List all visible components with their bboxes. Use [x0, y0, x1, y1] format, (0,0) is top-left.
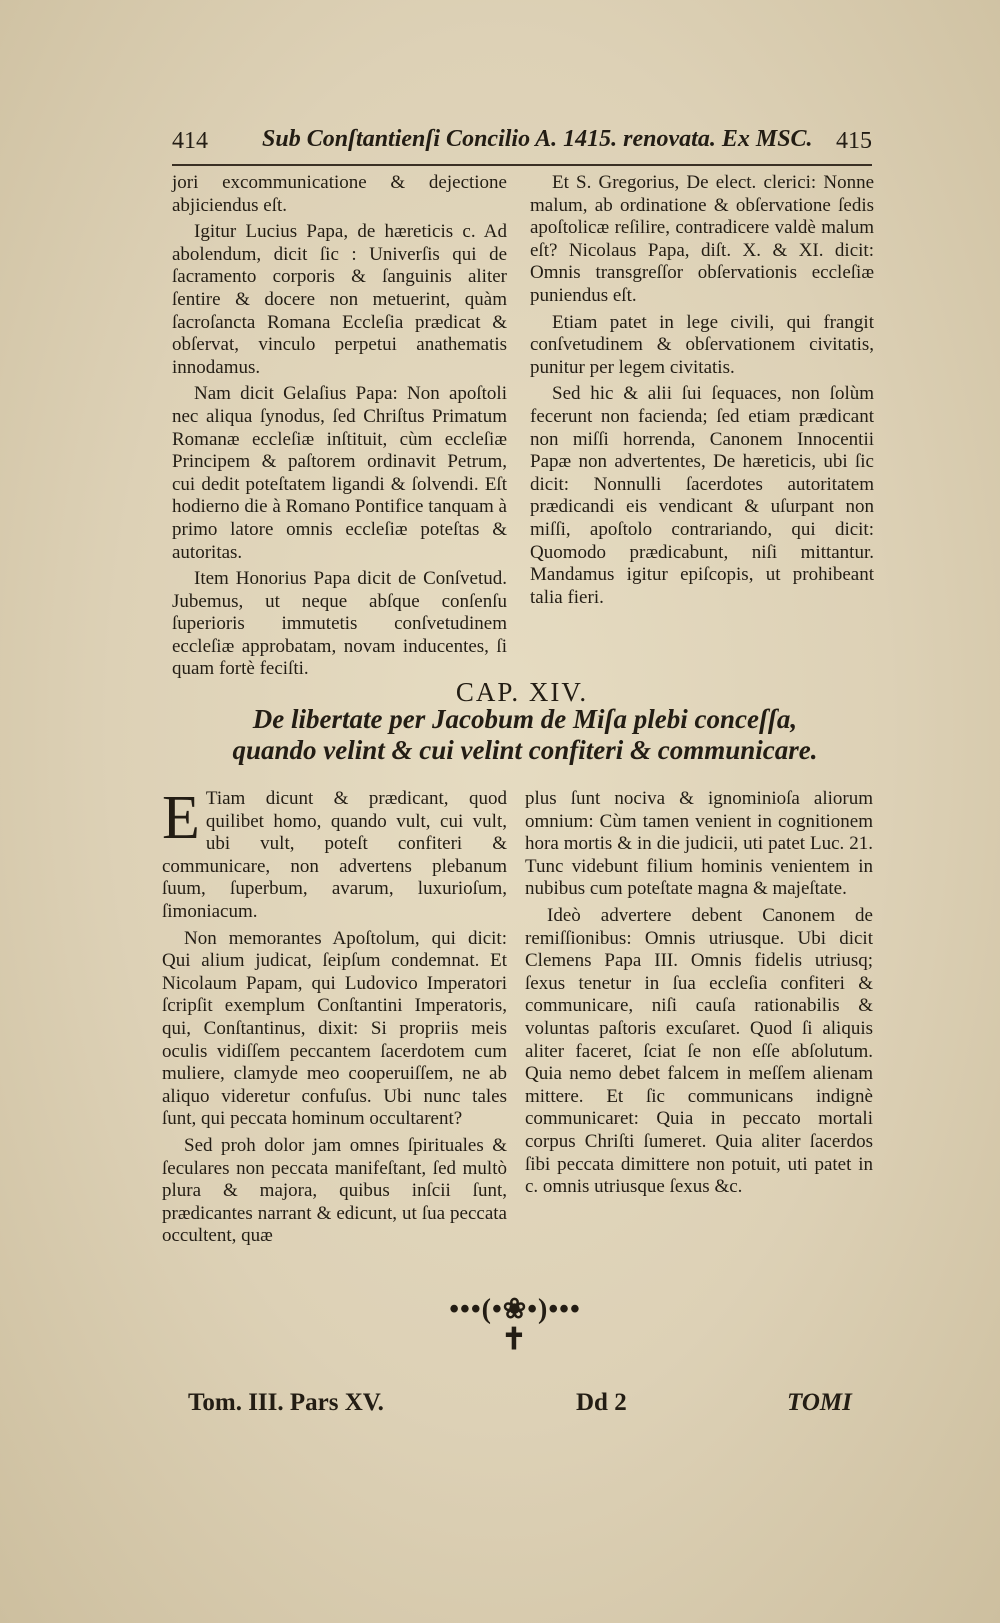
drop-cap: E [162, 784, 200, 852]
column-top-left [172, 172, 507, 685]
signature-mark: Dd 2 [576, 1389, 627, 1416]
paragraph: plus ſunt nociva & ignominioſa aliorum omnium: Cùm tamen venient in cognitionem hora mortis & in die judicii, uti patet Luc. 21. Tunc videbunt filium hominis venientem in nubibus cum poteſtate magna & majeſtate. [525, 788, 873, 900]
paragraph: Tiam dicunt & prædicant, quod quilibet homo, quando vult, cui vult, ubi vult, poteſt confiteri & communicare, non advertens plebanum ſuum, ſuperbum, avarum, luxurioſum, ſimoniacum. [162, 788, 507, 922]
page-number-left: 414 [172, 128, 208, 154]
column-bottom-right [525, 788, 873, 1203]
catchword: TOMI [787, 1389, 852, 1416]
printer-ornament: •••(•❀•)••• [449, 1294, 581, 1325]
column-bottom-left [162, 784, 507, 1252]
running-title: Sub Conſtantienſi Concilio A. 1415. renovata. Ex MSC. [262, 126, 813, 152]
running-header [172, 128, 872, 162]
paragraph: Ideò advertere debent Canonem de remiſſionibus: Omnis utriusque. Ubi dicit Clemens Papa III. Omnis fidelis utriusq; ſexus tenetur in ſua eccleſia confiteri & communicare, niſi cauſa rationabilis & voluntas paſtoris excuſaret. Quod ſi aliquis aliter faceret, ſciat ſe non eſſe abſolutum. Quia nemo debet falcem in meſſem alienam mittere. Et ſic communicans indignè communicaret: Quia in peccato mortali corpus Chriſti ſumeret. Quia aliter ſacerdos ſibi peccata dimittere non potuit, uti patet in c. omnis utriusque ſexus &c. [525, 904, 873, 1198]
chapter-number: CAP. XIV. [455, 677, 589, 707]
chapter-title: De libertate per Jacobum de Miſa plebi conceſſa, quando velint & cui velint confiteri & communicare. [232, 704, 818, 765]
paragraph: jori excommunicatione & dejectione abjiciendus eſt. [172, 172, 507, 216]
paragraph: Et S. Gregorius, De elect. clerici: Nonne malum, ab ordinatione & obſervatione ſedis apoſtolicæ reſilire, contradicere valdè malum eſt? Nicolaus Papa, diſt. X. & XI. dicit: Omnis transgreſſor obſervationis eccleſiæ puniendus eſt. [530, 172, 874, 306]
paragraph: Nam dicit Gelaſius Papa: Non apoſtoli nec aliqua ſynodus, ſed Chriſtus Primatum Romanæ eccleſiæ inſtituit, cùm eccleſiæ Principem & paſtorem ordinavit Petrum, cui dedit poteſtatem ligandi & ſolvendi. Eſt hodierno die à Romano Pontifice tanquam à primo latore omnis eccleſiæ poteſtas & autoritas. [172, 383, 507, 563]
paragraph: Non memorantes Apoſtolum, qui dicit: Qui alium judicat, ſeipſum condemnat. Et Nicolaum Papam, qui Ludovico Imperatori ſcripſit exemplum Conſtantini Imperatoris, qui, Conſtantinus, dixit: Si propriis meis oculis vidiſſem peccantem ſacerdotem cum muliere, clamyde meo cooperuiſſem, ne ab aliquo videretur confuſus. Ubi nunc tales ſunt, qui peccata hominum occultarent? [162, 927, 507, 1130]
volume-line: Tom. III. Pars XV. [188, 1389, 384, 1416]
paragraph: Igitur Lucius Papa, de hæreticis c. Ad abolendum, dicit ſic : Univerſis qui de ſacramento corporis & ſanguinis aliter ſentire & docere non metuerint, quàm ſacroſancta Romana Eccleſia prædicat & obſervat, vinculo perpetui anathematis innodamus. [172, 221, 507, 378]
paragraph: Sed hic & alii ſui ſequaces, non ſolùm fecerunt non facienda; ſed etiam prædicant non miſſi horrenda, Canonem Innocentii Papæ non advertentes, De hæreticis, ubi ſic dicit: Nonnulli ſacerdotes autoritatem prædicandi eis vendicant & uſurpant non miſſi, apoſtolo contrariando, qui dicit: Quomodo prædicabunt, niſi mittantur. Mandamus igitur epiſcopis, ut prohibeant talia fieri. [530, 383, 874, 608]
cross-ornament: ✝ [501, 1323, 527, 1356]
header-rule [172, 164, 872, 166]
column-top-right [530, 172, 874, 613]
paragraph: Etiam patet in lege civili, qui frangit conſvetudinem & obſervationem civitatis, punitur per legem civitatis. [530, 311, 874, 378]
paragraph: Sed proh dolor jam omnes ſpirituales & ſeculares non peccata manifeſtant, ſed multò plura & majora, quibus inſcii ſunt, prædicantes narrant & edicunt, ut ſua peccata occultent, quæ [162, 1134, 507, 1247]
page-number-right: 415 [836, 128, 872, 154]
paragraph: Item Honorius Papa dicit de Conſvetud. Jubemus, ut neque abſque conſenſu ſuperioris immutetis conſvetudinem eccleſiæ approbatam, novam inducentes, ſi quam fortè feciſti. [172, 568, 507, 680]
